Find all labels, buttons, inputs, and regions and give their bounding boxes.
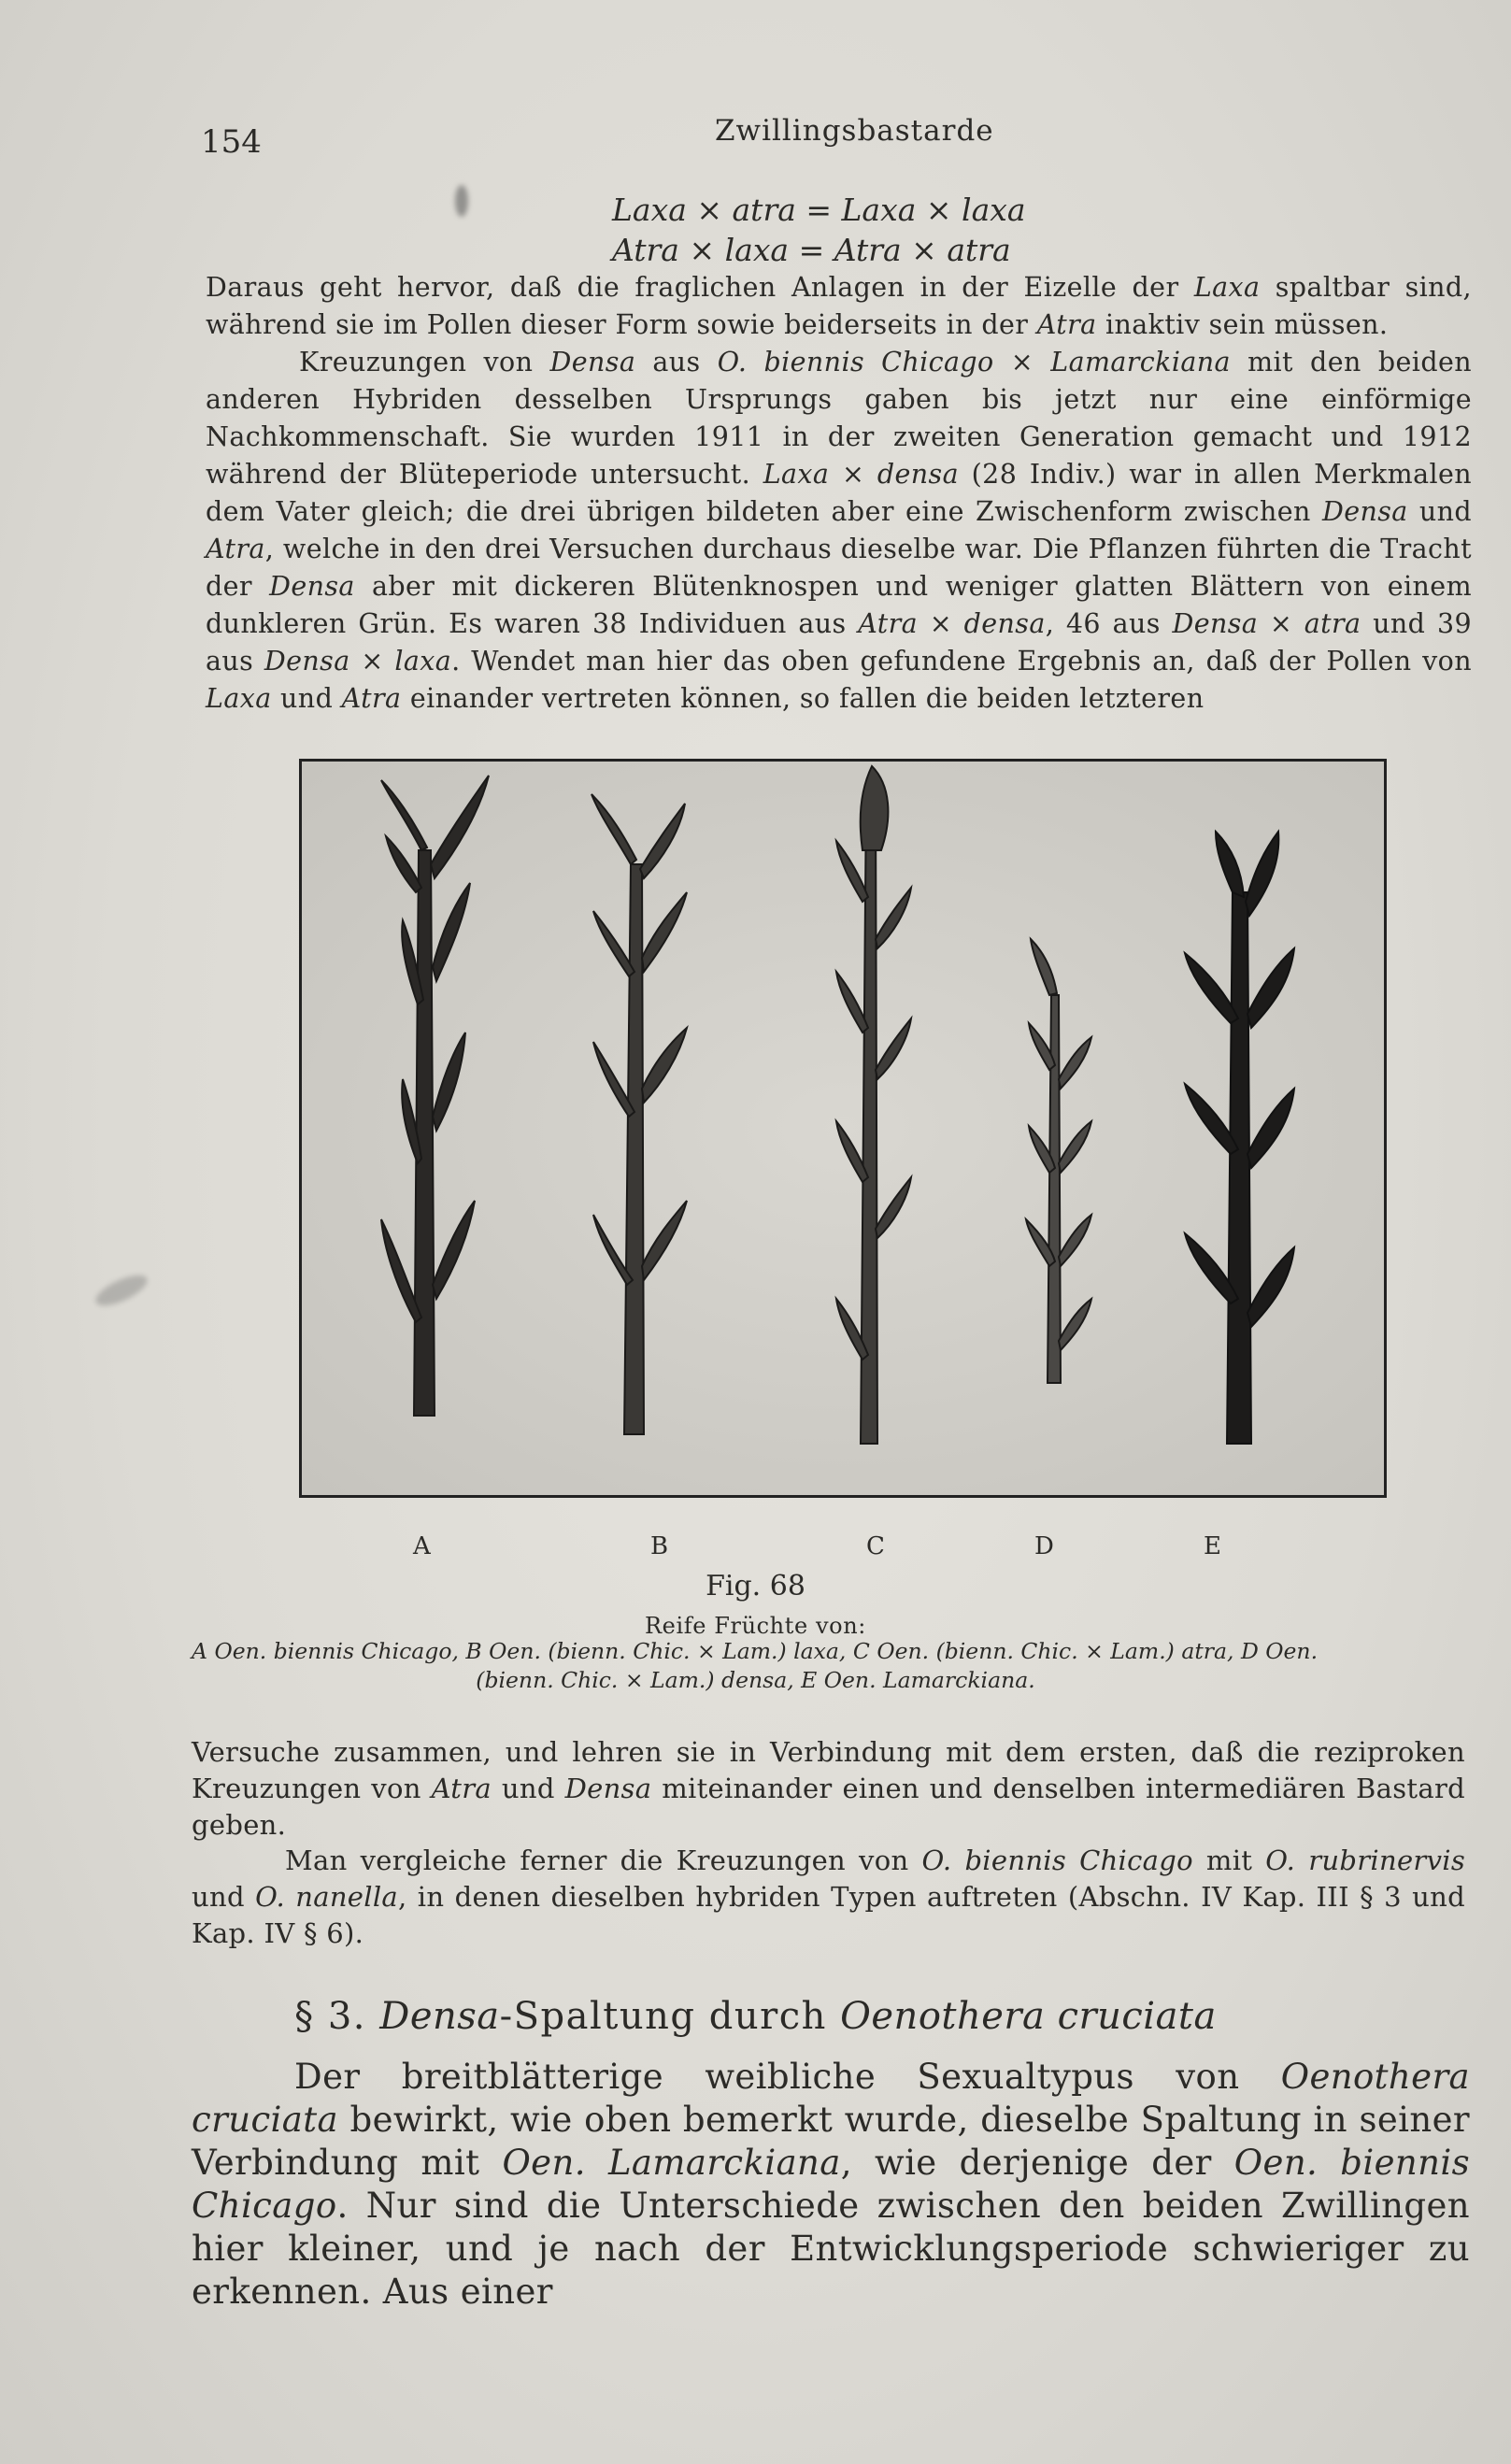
page-header — [201, 112, 1333, 168]
figure-caption-line-2: (bienn. Chic. × Lam.) densa, E Oen. Lamarckiana. — [476, 1667, 1035, 1693]
figure-label-d: D — [1034, 1532, 1054, 1560]
figure-label-b: B — [650, 1532, 669, 1560]
paragraph-1: Daraus geht hervor, daß die fraglichen Anlagen in der Eizelle der Laxa spaltbar sind, während sie im Pollen dieser Form sowie beiderseits in der Atra inaktiv sein müssen. Kreuzungen von Densa aus O. biennis Chicago × Lamarckiana mit den beiden anderen Hybriden desselben Ursprungs gaben bis jetzt nur eine einförmige Nachkommenschaft. Sie wurden 1911 in der zweiten Generation gemacht und 1912 während der Blüteperiode untersucht. Laxa × densa (28 Indiv.) war in allen Merkmalen dem Vater gleich; die drei übrigen bildeten aber eine Zwischenform zwischen Densa und Atra, welche in den drei Versuchen durchaus dieselbe war. Die Pflanzen führten die Tracht der Densa aber mit dickeren Blütenknospen und weniger glatten Blättern von einem dunkleren Grün. Es waren 38 Individuen aus Atra × densa, 46 aus Densa × atra und 39 aus Densa × laxa. Wendet man hier das oben gefundene Ergebnis an, daß der Pollen von Laxa und Atra einander vertreten können, so fallen die beiden letzteren — [206, 272, 1473, 714]
equation-1: Laxa × atra = Laxa × laxa — [612, 192, 1026, 228]
page-number: 154 — [201, 123, 262, 161]
ink-smudge — [455, 185, 468, 217]
figure-caption-line-1: A Oen. biennis Chicago, B Oen. (bienn. Chic. × Lam.) laxa, C Oen. (bienn. Chic. × Lam.) atra, D Oen. — [192, 1638, 1319, 1664]
paragraph-3: Man vergleiche ferner die Kreuzungen von O. biennis Chicago mit O. rubrinervis und O. nanella, in denen dieselben hybriden Typen auftreten (Abschn. IV Kap. III § 3 und Kap. IV § 6). — [192, 1844, 1466, 1949]
figure-label-c: C — [866, 1532, 885, 1560]
paragraph-4: Der breitblätterige weibliche Sexualtypus von Oenothera cruciata bewirkt, wie oben bemerkt wurde, dieselbe Spaltung in seiner Verbindung mit Oen. Lamarckiana, wie derjenige der Oen. biennis Chicago. Nur sind die Unterschiede zwischen den beiden Zwillingen hier kleiner, und je nach der Entwicklungsperiode schwieriger zu erkennen. Aus einer — [192, 2057, 1470, 2312]
fruit-stems-illustration — [302, 762, 1384, 1495]
equation-2: Atra × laxa = Atra × atra — [612, 232, 1011, 268]
figure-label-e: E — [1204, 1532, 1221, 1560]
section-heading: § 3. Densa-Spaltung durch Oenothera cruciata — [294, 1995, 1217, 2038]
running-head: Zwillingsbastarde — [715, 114, 994, 148]
paragraph-2: Versuche zusammen, und lehren sie in Verbindung mit dem ersten, daß die reziproken Kreuzungen von Atra und Densa miteinander einen und denselben intermediären Bastard geben. — [192, 1736, 1465, 1841]
figure-title: Fig. 68 — [706, 1570, 805, 1602]
figure-photo — [299, 759, 1387, 1498]
ink-smudge — [92, 1269, 151, 1311]
figure-label-a: A — [413, 1532, 431, 1560]
figure-subtitle: Reife Früchte von: — [645, 1613, 866, 1639]
figure-labels — [299, 1532, 1381, 1570]
